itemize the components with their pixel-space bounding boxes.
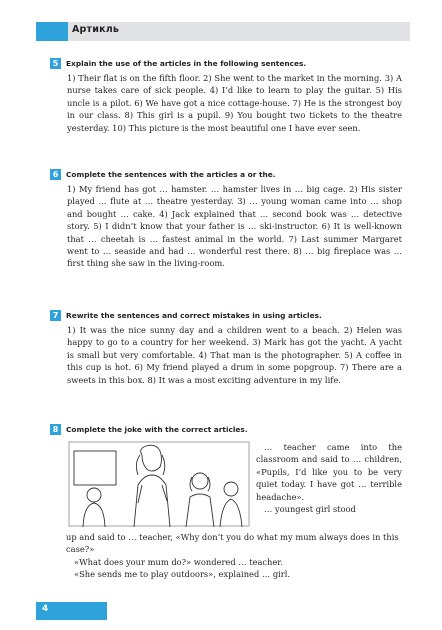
exercise-header (50, 58, 402, 69)
header-accent (36, 22, 68, 41)
joke-paragraph: … youngest girl stood (264, 504, 356, 515)
page-number: 4 (42, 604, 49, 614)
exercise-header (50, 424, 402, 435)
exercise-number: 5 (50, 58, 61, 69)
page-title: Артикль (72, 24, 120, 35)
exercise-6 (50, 169, 402, 270)
exercise-7 (50, 310, 402, 386)
exercise-8 (50, 424, 402, 435)
exercise-text: 1) My friend has got … hamster. … hamster lives in … big cage. 2) His sister played … flute at … theatre yesterday. 3) … young woman came into … shop and bought … cake. 4) Jack explained that … second book was … detective story. 5) I didn’t know that your father is … ski-instructor. 6) It is well-known that … cheetah is … fastest animal in the world. 7) Last summer Margaret went to … seaside and had … wonderful rest there. 8) … big fireplace was … first thing she saw in the living-room. (67, 184, 402, 269)
exercise-number: 8 (50, 424, 61, 435)
exercise-text: 1) Their flat is on the fifth floor. 2) She went to the market in the morning. 3) A nurse takes care of sick people. 4) I’d like to learn to play the guitar. 5) His uncle is a pilot. 6) We have got a nice cottage-house. 7) He is the strongest boy in our class. 8) This girl is a pupil. 9) You bought two tickets to the theatre yesterday. 10) This picture is the most beautiful one I have ever seen. (67, 73, 402, 133)
exercise-instruction: Rewrite the sentences and correct mistakes in using articles. (66, 311, 322, 320)
exercise-number: 6 (50, 169, 61, 180)
exercise-header (50, 169, 402, 180)
exercise-instruction: Complete the sentences with the articles a or the. (66, 170, 276, 179)
exercise-header (50, 310, 402, 321)
exercise-number: 7 (50, 310, 61, 321)
exercise-text: 1) It was the nice sunny day and a children went to a beach. 2) Helen was happy to go to a country for her weekend. 3) Mark has got the yacht. A yacht is small but very comfortable. 4) That man is the photographer. 5) A coffee in this cup is hot. 6) My friend played a drum in some popgroup. 7) There are a sweets in this box. 8) It was a most exciting adventure in my life. (67, 325, 402, 385)
joke-side-text (256, 441, 402, 515)
joke-body-text (66, 531, 402, 581)
joke-line: up and said to … teacher, «Why don’t you do what my mum always does in this case?» (66, 532, 399, 555)
exercise-instruction: Explain the use of the articles in the following sentences. (66, 59, 307, 68)
classroom-illustration (68, 441, 250, 527)
exercise-instruction: Complete the joke with the correct articles. (66, 425, 248, 434)
exercise-5 (50, 58, 402, 134)
joke-line: «What does your mum do?» wondered … teacher. (74, 556, 283, 567)
joke-line: «She sends me to play outdoors», explained … girl. (74, 569, 291, 580)
joke-paragraph: … teacher came into the classroom and said to … children, «Pupils, I’d like you to be very quiet today. I have got … terrible headache». (256, 442, 402, 502)
